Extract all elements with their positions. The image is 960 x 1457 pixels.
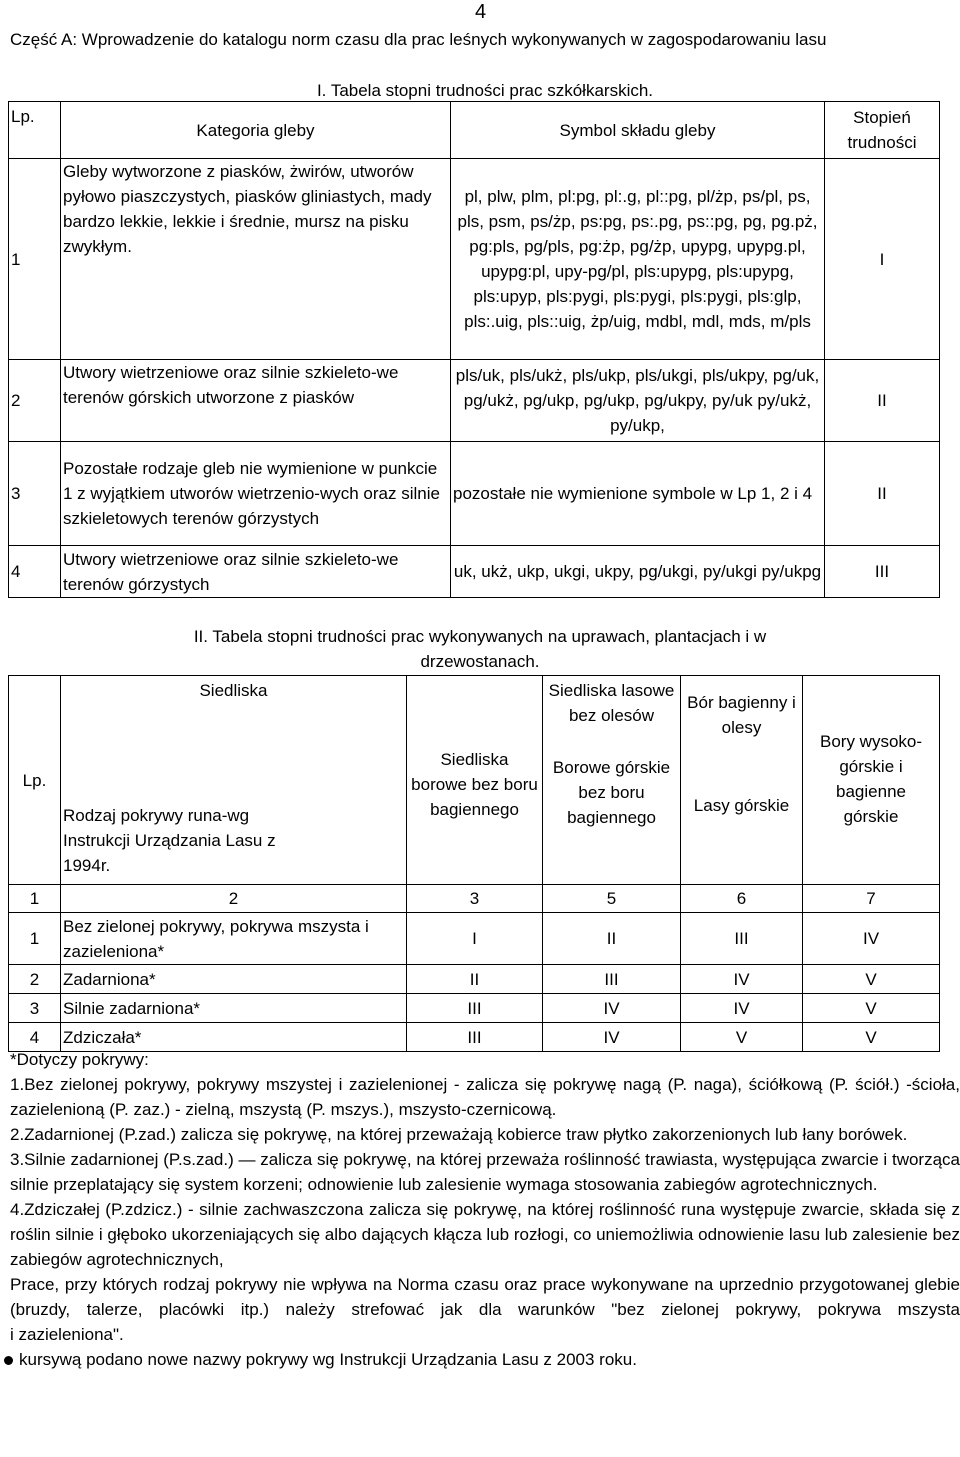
table2-header-row [9,676,940,885]
table1-cell-symbol: pls/uk, pls/ukż, pls/ukp, pls/ukgi, pls/ukpy, pg/uk, pg/ukż, pg/ukp, pg/ukp, pg/ukpy, py/uk py/ukż, py/ukp, [451,360,825,442]
table2-cell: III [407,994,543,1023]
table2-cell-lp: 1 [9,913,61,965]
table1-cell-difficulty: II [825,360,940,442]
cover-difficulty-table [8,675,940,1052]
table1-title: I. Tabela stopni trudności prac szkółkarskich. [316,81,654,100]
table2-cell: IV [543,994,681,1023]
table2-title: II. Tabela stopni trudności prac wykonywanych na uprawach, plantacjach i w drzewostanach. [193,627,767,671]
table2-cell: V [803,1023,940,1052]
table1-header-category: Kategoria gleby [61,102,451,159]
table1-cell-symbol: uk, ukż, ukp, ukgi, ukpy, pg/ukgi, py/ukgi py/ukpg [451,546,825,598]
soil-difficulty-table [8,101,940,598]
footnote-text: kursywą podano nowe nazwy pokrywy wg Instrukcji Urządzania Lasu z 2003 roku. [19,1350,637,1369]
table2-colnum: 6 [681,885,803,913]
table-row [9,913,940,965]
table2-cell: IV [681,965,803,994]
table-row [9,442,940,546]
section-title: Część A: Wprowadzenie do katalogu norm czasu dla prac leśnych wykonywanych w zagospodarowaniu lasu [10,30,827,49]
note-item: Prace, przy których rodzaj pokrywy nie wpływa na Norma czasu oraz prace wykonywane na uprzednio przygotowanej glebie (bruzdy, talerze, placówki itp.) należy strefować jak dla warunków "bez zielonej pokrywy, pokrywa mszysta [10,1275,960,1319]
table1-header-row [9,102,940,159]
table1-cell-difficulty: II [825,442,940,546]
table-row [9,994,940,1023]
table2-header-borowe [407,676,543,885]
table2-header-lasy-gorskie: Lasy górskie [693,796,790,815]
note-item: 3.Silnie zadarnionej (P.s.zad.) — zalicza się pokrywę, na której przeważa roślinność trawiasta, występująca zwarcie i tworząca silnie przeplatający się system korzeni; odnowienie lub zalesienie wymaga stosowania zabiegów agrotechnicznych. [10,1150,960,1194]
table2-cell: III [543,965,681,994]
table1-header-symbol: Symbol składu gleby [451,102,825,159]
table2-colnum: 5 [543,885,681,913]
table-row [9,159,940,360]
table2-cell: IV [543,1023,681,1052]
table1-cell-category: Gleby wytworzone z piasków, żwirów, utworów pyłowo piaszczystych, piasków gliniastych, mady bardzo lekkie, lekkie i średnie, mursz na pisku zwykłym. [61,159,451,360]
table2-cell: III [681,913,803,965]
table1-cell-symbol: pl, plw, plm, pl:pg, pl:.g, pl::pg, pl/żp, ps/pl, ps, pls, psm, ps/żp, ps:pg, ps:.pg, ps::pg, pg, pg.pż, pg:pls, pg/pls, pg:żp, pg/żp, upypg, upypg.pl, upypg:pl, upy-pg/pl, pls:upypg, pls:upypg, pls:upyp, pls:pygi, pls:pygi, pls:pygi, pls:glp, pls:.uig, pls::uig, żp/uig, mdbl, mdl, mds, m/pls [451,159,825,360]
table1-cell-symbol: pozostałe nie wymienione symbole w Lp 1, 2 i 4 [451,442,825,546]
table2-cell: V [803,965,940,994]
table-row [9,546,940,598]
table2-cell-lp: 2 [9,965,61,994]
table2-cell: V [803,994,940,1023]
table1-cell-lp: 2 [9,360,61,442]
note-item: 4.Zdziczałej (P.zdzicz.) - silnie zachwaszczona zalicza się pokrywę, na której roślinność runa występuje zwarcie, składa się z roślin silnie i głęboko ukorzeniających się albo dających kłącza lub rozłogi, co uniemożliwia odnowienie lasu lub zalesienie bez zabiegów agrotechnicznych, [10,1200,960,1269]
table2-header-lasowe [543,676,681,885]
note-item: 1.Bez zielonej pokrywy, pokrywy mszystej i zazielenionej - zalicza się pokrywę nagą (P. naga), ściółkową (P. ściół.) -ścioła, zazielenioną (P. zaz.) - zielną, mszystą (P. mszys.), mszysto-czernicową. [10,1075,960,1119]
table1-header-difficulty: Stopień trudności [825,102,940,159]
table2-colnum: 1 [9,885,61,913]
page-number: 4 [475,1,487,23]
table2-cell: II [543,913,681,965]
table2-cell: V [681,1023,803,1052]
table2-cell: III [407,1023,543,1052]
table2-cell-cover: Zadarniona* [61,965,407,994]
table2-cell-cover: Bez zielonej pokrywy, pokrywa mszysta i zazieleniona* [61,913,407,965]
table2-header-bory-wysokogorskie [803,676,940,885]
table2-colnum: 3 [407,885,543,913]
table2-header-borowe-text: Siedliska borowe bez boru bagiennego [411,749,538,819]
notes-heading: *Dotyczy pokrywy: [10,1050,149,1069]
table1-cell-category: Utwory wietrzeniowe oraz silnie szkieleto-we terenów górzystych [61,546,451,598]
table1-cell-difficulty: I [825,159,940,360]
footnote [10,1347,960,1372]
note-item: 2.Zadarnionej (P.zad.) zalicza się pokrywę, na której przeważają kobierce traw płytko zakorzenionych lub łany borówek. [10,1125,908,1144]
table2-cell-cover: Silnie zadarniona* [61,994,407,1023]
table1-cell-lp: 3 [9,442,61,546]
table2-header-bory-text: Bory wysoko-górskie i bagienne górskie [819,732,923,826]
table2-cell: I [407,913,543,965]
table1-cell-difficulty: III [825,546,940,598]
table1-cell-category: Utwory wietrzeniowe oraz silnie szkieleto-we terenów górskich utworzone z piasków [61,360,451,442]
table2-cell-lp: 3 [9,994,61,1023]
table2-header-bor-bagienny-text: Bór bagienny i olesy [687,693,796,737]
note-item: i zazieleniona". [10,1325,124,1344]
table1-cell-category: Pozostałe rodzaje gleb nie wymienione w punkcie 1 z wyjątkiem utworów wietrzenio-wych oraz silnie szkieletowych terenów górzystych [61,442,451,546]
table2-cell: II [407,965,543,994]
table2-colnum: 7 [803,885,940,913]
table2-cell: IV [681,994,803,1023]
table2-header-bor-bagienny [681,676,803,885]
table1-cell-lp: 1 [9,159,61,360]
notes-section [10,1047,960,1372]
table2-header-lasowe-text: Siedliska lasowe bez olesów [548,681,675,725]
table2-header-borowe-gorskie: Borowe górskie bez boru bagiennego [552,758,671,827]
table2-header-lp: Lp. [9,676,61,885]
table2-cell: IV [803,913,940,965]
table2-header-rodzaj-label: Rodzaj pokrywy runa-wg Instrukcji Urządzania Lasu z 1994r. [63,806,276,875]
table2-colnum: 2 [61,885,407,913]
table-row [9,965,940,994]
table2-cell-lp: 4 [9,1023,61,1052]
table2-number-row [9,885,940,913]
table1-cell-lp: 4 [9,546,61,598]
table2-header-siedliska: Siedliska [199,681,268,700]
table1-header-lp: Lp. [9,102,61,159]
table2-header-rodzaj [61,676,407,885]
table-row [9,360,940,442]
bullet-icon [4,1356,13,1365]
table2-cell-cover: Zdziczała* [61,1023,407,1052]
